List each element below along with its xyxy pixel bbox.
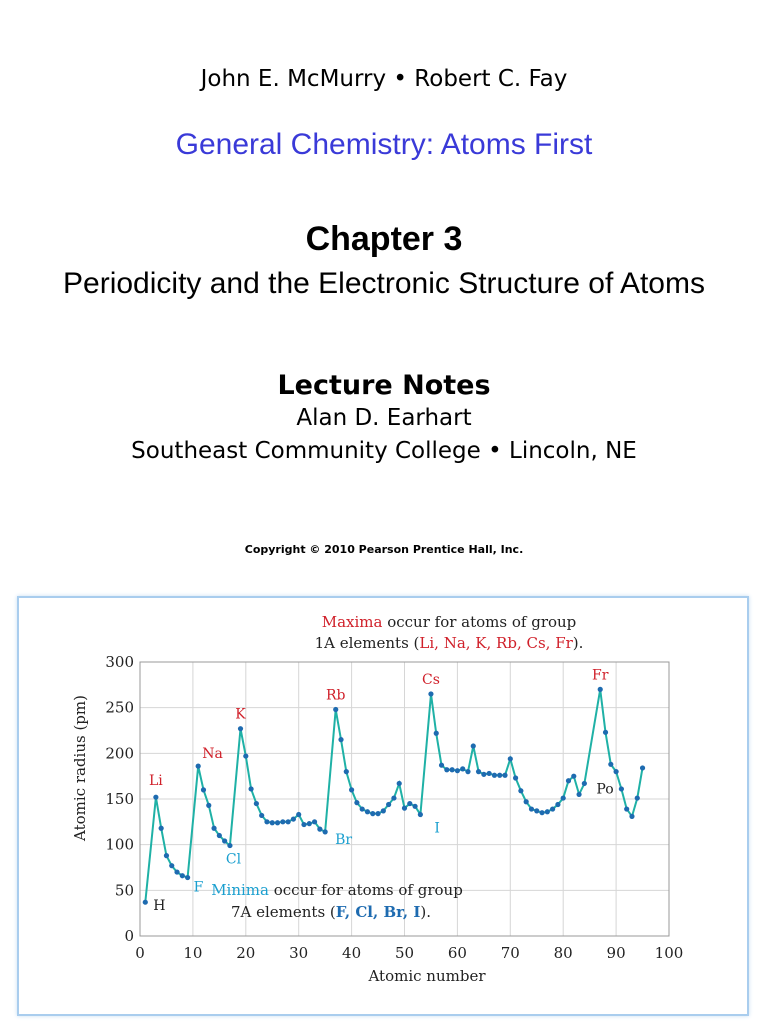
authors-line: John E. McMurry • Robert C. Fay <box>200 66 568 92</box>
x-tick-label: 40 <box>342 944 362 962</box>
data-point <box>497 773 502 778</box>
data-point <box>428 691 433 696</box>
data-point <box>391 795 396 800</box>
element-label-rb: Rb <box>325 687 346 704</box>
data-point <box>476 769 481 774</box>
data-point <box>201 787 206 792</box>
element-label-li: Li <box>148 773 163 790</box>
data-point <box>629 814 634 819</box>
data-point <box>264 819 269 824</box>
minima-line2-post: ). <box>420 903 432 921</box>
data-point <box>434 731 439 736</box>
data-point <box>545 809 550 814</box>
minima-line1-rest: occur for atoms of group <box>268 881 463 899</box>
element-label-po: Po <box>596 781 614 798</box>
lecturer-name: Alan D. Earhart <box>296 405 472 431</box>
data-point <box>164 853 169 858</box>
atomic-radius-figure <box>17 596 749 1016</box>
maxima-line2-pre: 1A elements ( <box>314 634 420 652</box>
x-tick-label: 80 <box>553 944 573 962</box>
data-point <box>487 771 492 776</box>
data-point <box>248 786 253 791</box>
chart-series <box>143 687 645 905</box>
data-point <box>460 766 465 771</box>
data-point <box>196 764 201 769</box>
data-point <box>471 743 476 748</box>
x-tick-label: 0 <box>135 944 145 962</box>
data-point <box>159 826 164 831</box>
data-point <box>444 767 449 772</box>
data-point <box>598 687 603 692</box>
element-label-fr: Fr <box>592 667 609 684</box>
element-label-i: I <box>434 820 440 837</box>
maxima-line1-rest: occur for atoms of group <box>382 613 577 631</box>
data-point <box>259 813 264 818</box>
data-point <box>227 843 232 848</box>
data-point <box>323 829 328 834</box>
data-point <box>539 810 544 815</box>
element-label-f: F <box>193 879 204 896</box>
minima-line2-pre: 7A elements ( <box>230 903 336 921</box>
chapter-heading: Chapter 3 <box>305 220 463 258</box>
data-point <box>502 773 507 778</box>
y-tick-label: 150 <box>105 790 134 808</box>
data-point <box>492 773 497 778</box>
element-label-na: Na <box>202 746 223 763</box>
data-point <box>354 800 359 805</box>
data-point <box>243 753 248 758</box>
y-tick-label: 50 <box>114 881 134 900</box>
data-point <box>344 769 349 774</box>
data-point <box>211 826 216 831</box>
data-point <box>280 819 285 824</box>
element-label-cs: Cs <box>421 671 440 688</box>
x-tick-label: 100 <box>654 944 684 962</box>
data-point <box>640 765 645 770</box>
book-title: General Chemistry: Atoms First <box>175 128 593 161</box>
data-point <box>450 767 455 772</box>
element-label-cl: Cl <box>225 851 242 868</box>
data-point <box>153 795 158 800</box>
data-point <box>317 827 322 832</box>
data-point <box>386 802 391 807</box>
data-point <box>275 820 280 825</box>
x-tick-label: 20 <box>236 944 256 962</box>
data-point <box>301 822 306 827</box>
data-point <box>217 833 222 838</box>
data-point <box>524 799 529 804</box>
data-point <box>518 788 523 793</box>
maxima-note-line2 <box>315 634 584 652</box>
data-point <box>508 756 513 761</box>
data-point <box>603 730 608 735</box>
data-point <box>561 795 566 800</box>
data-point <box>402 806 407 811</box>
data-point <box>370 811 375 816</box>
lecture-notes-heading: Lecture Notes <box>277 370 491 401</box>
chapter-subtitle: Periodicity and the Electronic Structure of Atoms <box>63 267 705 300</box>
maxima-word: Maxima <box>321 613 383 631</box>
chart-point-labels <box>149 667 614 914</box>
data-point <box>635 795 640 800</box>
data-point <box>614 769 619 774</box>
data-point <box>529 806 534 811</box>
y-tick-label: 300 <box>105 653 134 671</box>
data-point <box>185 875 190 880</box>
data-point <box>254 801 259 806</box>
data-point <box>206 803 211 808</box>
data-point <box>349 787 354 792</box>
data-point <box>576 792 581 797</box>
data-point <box>571 774 576 779</box>
atomic-radius-chart <box>19 598 747 1014</box>
element-label-h: H <box>153 898 166 915</box>
data-point <box>465 769 470 774</box>
data-point <box>582 781 587 786</box>
data-point <box>143 900 148 905</box>
minima-element-list: F, Cl, Br, I <box>335 903 421 921</box>
maxima-note-line1 <box>322 613 577 631</box>
x-tick-label: 30 <box>289 944 309 962</box>
minima-note-line1 <box>211 881 463 899</box>
x-tick-label: 90 <box>606 944 626 962</box>
data-point <box>360 806 365 811</box>
x-tick-label: 60 <box>447 944 467 962</box>
data-point <box>169 863 174 868</box>
data-point <box>550 806 555 811</box>
data-point <box>608 762 613 767</box>
data-point <box>270 820 275 825</box>
data-point <box>312 819 317 824</box>
data-point <box>174 869 179 874</box>
data-point <box>566 778 571 783</box>
data-point <box>619 786 624 791</box>
copyright-notice: Copyright © 2010 Pearson Prentice Hall, Inc. <box>244 543 524 556</box>
minima-word: Minima <box>211 881 269 899</box>
data-point <box>338 737 343 742</box>
data-point <box>222 838 227 843</box>
element-label-k: K <box>235 706 246 723</box>
data-point <box>624 806 629 811</box>
minima-note-line2 <box>231 903 431 921</box>
data-point <box>397 781 402 786</box>
data-point <box>407 801 412 806</box>
data-point <box>180 873 185 878</box>
data-point <box>418 812 423 817</box>
y-tick-label: 0 <box>124 927 134 945</box>
data-point <box>333 707 338 712</box>
element-label-br: Br <box>335 831 353 848</box>
data-point <box>291 816 296 821</box>
maxima-element-list: Li, Na, K, Rb, Cs, Fr <box>419 634 573 652</box>
y-tick-label: 200 <box>105 744 134 763</box>
data-point <box>286 819 291 824</box>
data-point <box>455 768 460 773</box>
x-tick-label: 10 <box>183 944 203 962</box>
data-point <box>534 808 539 813</box>
data-point <box>513 775 518 780</box>
data-point <box>439 763 444 768</box>
x-tick-label: 70 <box>500 944 520 962</box>
data-point <box>307 821 312 826</box>
data-point <box>238 726 243 731</box>
y-tick-label: 250 <box>105 698 134 717</box>
data-point <box>481 772 486 777</box>
y-tick-label: 100 <box>105 835 134 854</box>
x-axis-title: Atomic number <box>368 967 486 985</box>
data-point <box>365 809 370 814</box>
data-point <box>412 804 417 809</box>
data-point <box>381 808 386 813</box>
maxima-line2-post: ). <box>572 634 584 652</box>
y-axis-title: Atomic radius (pm) <box>71 695 89 841</box>
data-point <box>296 812 301 817</box>
college-line: Southeast Community College • Lincoln, NE <box>131 438 637 464</box>
data-point <box>555 802 560 807</box>
data-point <box>375 811 380 816</box>
x-tick-label: 50 <box>394 944 415 962</box>
